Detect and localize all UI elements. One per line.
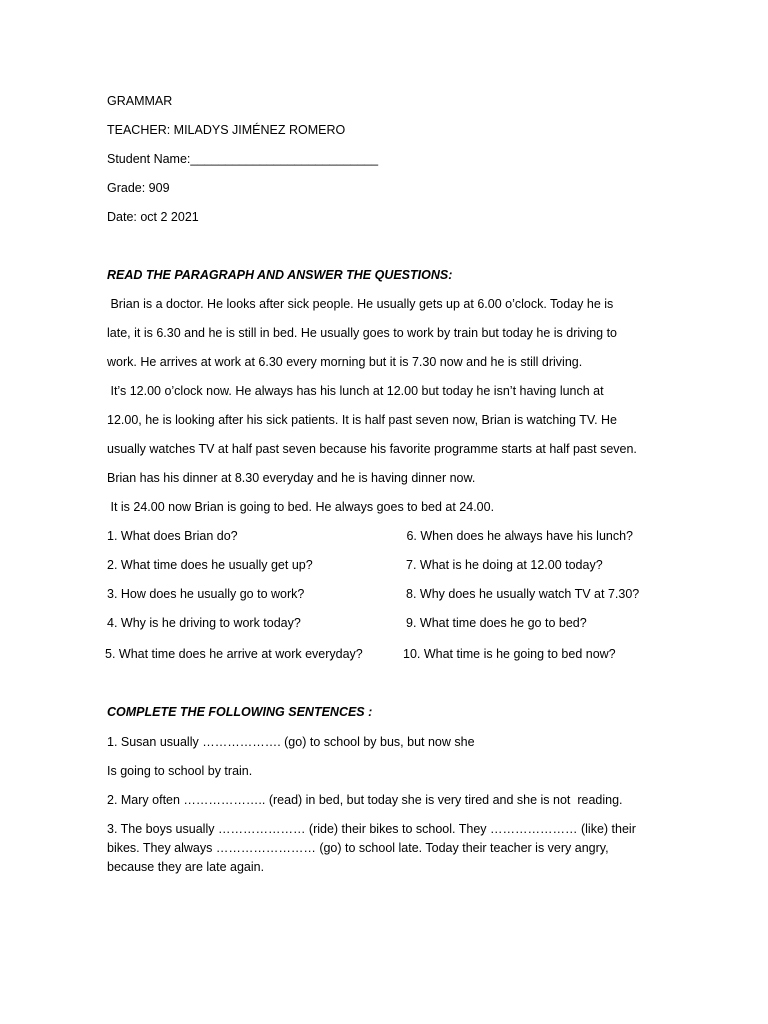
paragraph-line: It is 24.00 now Brian is going to bed. He always goes to bed at 24.00. <box>107 500 495 514</box>
paragraph-line: 12.00, he is looking after his sick patients. It is half past seven now, Brian is watching TV. He <box>107 413 617 427</box>
paragraph-line: Brian is a doctor. He looks after sick people. He usually gets up at 6.00 o’clock. Today he is <box>107 297 614 311</box>
sentence-line: 1. Susan usually ………………. (go) to school by bus, but now she <box>107 735 475 749</box>
grade-line: Grade: 909 <box>107 181 170 195</box>
question-item: 10. What time is he going to bed now? <box>403 647 616 661</box>
question-item: 5. What time does he arrive at work everyday? <box>105 647 363 661</box>
subject-heading: GRAMMAR <box>107 94 173 108</box>
paragraph-line: work. He arrives at work at 6.30 every morning but it is 7.30 now and he is still driving. <box>107 355 583 369</box>
question-item: 9. What time does he go to bed? <box>406 616 587 630</box>
sentence-line: Is going to school by train. <box>107 764 253 778</box>
paragraph-line: Brian has his dinner at 8.30 everyday and he is having dinner now. <box>107 471 476 485</box>
paragraph-line: late, it is 6.30 and he is still in bed. He usually goes to work by train but today he is driving to <box>107 326 617 340</box>
paragraph-line: It’s 12.00 o’clock now. He always has his lunch at 12.00 but today he isn’t having lunch at <box>107 384 604 398</box>
paragraph-line: usually watches TV at half past seven because his favorite programme starts at half past seven. <box>107 442 637 456</box>
question-item: 2. What time does he usually get up? <box>107 558 313 572</box>
complete-section-title: COMPLETE THE FOLLOWING SENTENCES : <box>107 705 373 719</box>
question-item: 4. Why is he driving to work today? <box>107 616 301 630</box>
teacher-line: TEACHER: MILADYS JIMÉNEZ ROMERO <box>107 123 346 137</box>
question-item: 1. What does Brian do? <box>107 529 238 543</box>
sentence-paragraph: 3. The boys usually ………………… (ride) their bikes to school. They ………………… (like) their bikes. They always …………………… (go) to school late. Today their teacher is very angry, because they are late again. <box>107 822 636 874</box>
question-item: 7. What is he doing at 12.00 today? <box>406 558 603 572</box>
date-line: Date: oct 2 2021 <box>107 210 199 224</box>
question-item: 6. When does he always have his lunch? <box>403 529 633 543</box>
question-item: 8. Why does he usually watch TV at 7.30? <box>406 587 640 601</box>
student-name-line: Student Name:___________________________ <box>107 152 379 166</box>
sentence-line: 2. Mary often ……………….. (read) in bed, but today she is very tired and she is not reading. <box>107 793 623 807</box>
question-item: 3. How does he usually go to work? <box>107 587 305 601</box>
reading-section-title: READ THE PARAGRAPH AND ANSWER THE QUESTIONS: <box>107 268 453 282</box>
